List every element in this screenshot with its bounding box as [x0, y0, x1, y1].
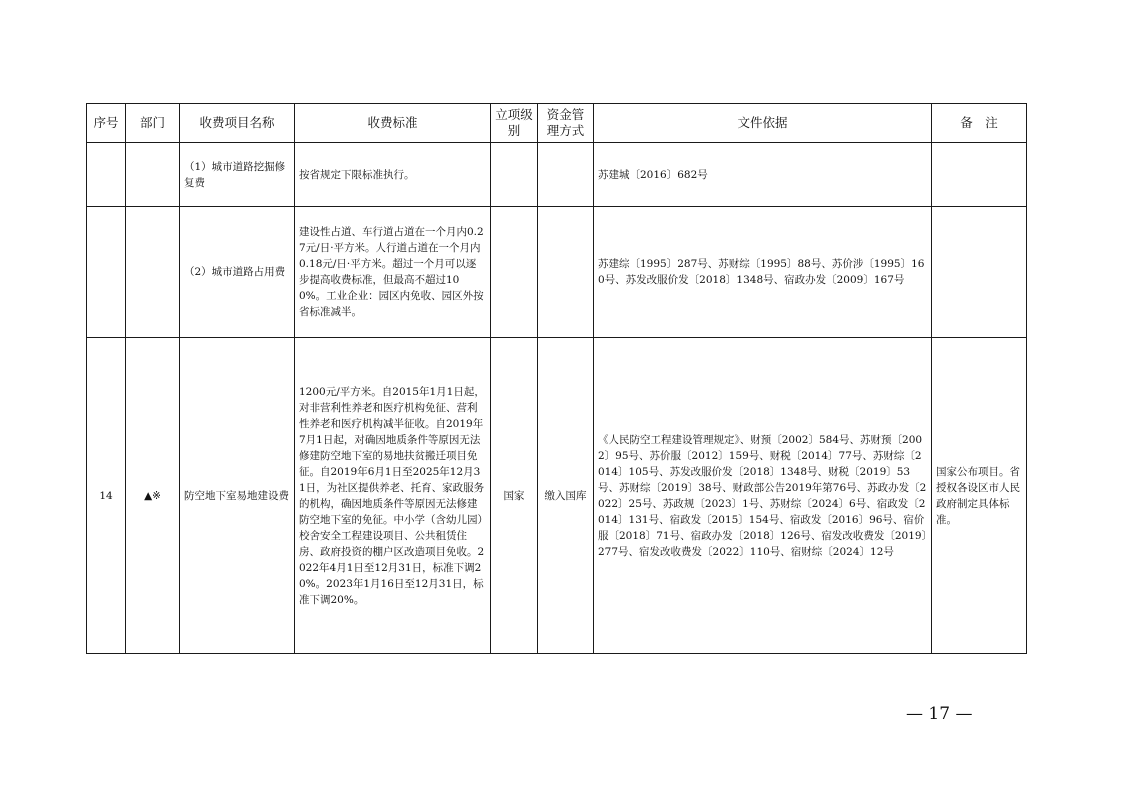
cell-basis: 苏建综〔1995〕287号、苏财综〔1995〕88号、苏价涉〔1995〕160号、苏发改服价发〔2018〕1348号、宿政办发〔2009〕167号: [594, 207, 932, 338]
cell-item-name: （2）城市道路占用费: [180, 207, 295, 338]
table-row: [87, 143, 1027, 207]
cell-seq: [87, 207, 126, 338]
header-dept: 部门: [126, 104, 180, 143]
cell-fund: 缴入国库: [538, 338, 594, 654]
cell-standard: 按省规定下限标准执行。: [295, 143, 491, 207]
table-row: [87, 207, 1027, 338]
cell-seq: [87, 143, 126, 207]
cell-note: [932, 143, 1027, 207]
cell-item-name: 防空地下室易地建设费: [180, 338, 295, 654]
header-fund-management: 资金管理方式: [538, 104, 594, 143]
header-seq: 序号: [87, 104, 126, 143]
header-document-basis: 文件依据: [594, 104, 932, 143]
cell-basis: 《人民防空工程建设管理规定》、财预〔2002〕584号、苏财预〔2002〕95号、苏价服〔2012〕159号、财税〔2014〕77号、苏财综〔2014〕105号、苏发改服价发〔2018〕1348号、财税〔2019〕53号、苏财综〔2019〕38号、财政部公告2019年第76号、苏政办发〔2022〕25号、苏政规〔2023〕1号、苏财综〔2024〕6号、宿政发〔2014〕131号、宿政发〔2015〕154号、宿政发〔2016〕96号、宿价服〔2018〕71号、宿政办发〔2018〕126号、宿发改收费发〔2019〕277号、宿发改收费发〔2022〕110号、宿财综〔2024〕12号: [594, 338, 932, 654]
fee-table: [86, 103, 1027, 654]
cell-level: 国家: [491, 338, 538, 654]
cell-level: [491, 143, 538, 207]
cell-seq: 14: [87, 338, 126, 654]
header-item-name: 收费项目名称: [180, 104, 295, 143]
cell-note: 国家公布项目。省授权各设区市人民政府制定具体标准。: [932, 338, 1027, 654]
cell-level: [491, 207, 538, 338]
cell-standard: 1200元/平方米。自2015年1月1日起，对非营利性养老和医疗机构免征、营利性养老和医疗机构减半征收。自2019年7月1日起，对确因地质条件等原因无法修建防空地下室的易地扶贫搬迁项目免征。自2019年6月1日至2025年12月31日，为社区提供养老、托育、家政服务的机构，确因地质条件等原因无法修建防空地下室的免征。中小学（含幼儿园）校舍安全工程建设项目、公共租赁住房、政府投资的棚户区改造项目免收。2022年4月1日至12月31日，标准下调20%。2023年1月16日至12月31日，标准下调20%。: [295, 338, 491, 654]
header-level: 立项级别: [491, 104, 538, 143]
cell-dept: [126, 207, 180, 338]
cell-dept: [126, 143, 180, 207]
table-row: [87, 338, 1027, 654]
header-standard: 收费标准: [295, 104, 491, 143]
cell-fund: [538, 143, 594, 207]
cell-item-name: （1）城市道路挖掘修复费: [180, 143, 295, 207]
page-number: — 17 —: [906, 704, 973, 724]
cell-dept: ▲※: [126, 338, 180, 654]
cell-basis: 苏建城〔2016〕682号: [594, 143, 932, 207]
cell-fund: [538, 207, 594, 338]
table-header-row: [87, 104, 1027, 143]
cell-standard: 建设性占道、车行道占道在一个月内0.27元/日·平方米。人行道占道在一个月内0.18元/日·平方米。超过一个月可以逐步提高收费标准，但最高不超过100%。工业企业：园区内免收、园区外按省标准减半。: [295, 207, 491, 338]
cell-note: [932, 207, 1027, 338]
header-remarks: 备 注: [932, 104, 1027, 143]
